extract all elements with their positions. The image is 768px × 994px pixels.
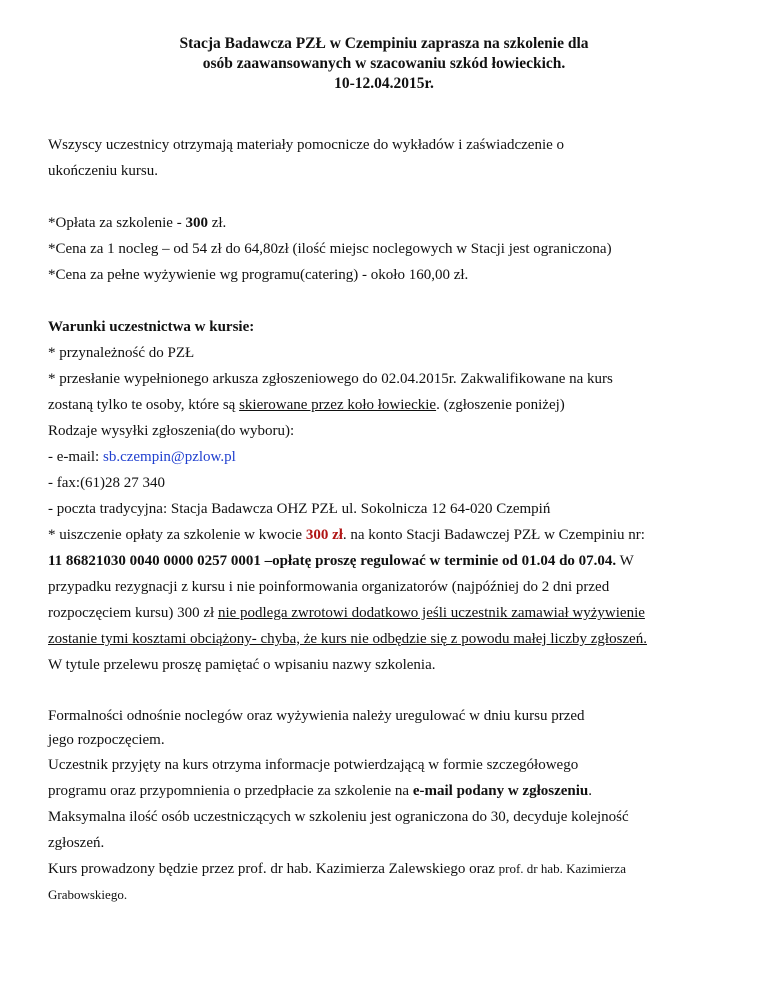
- formalities-line-1: Formalności odnośnie noclegów oraz wyżywienia należy uregulować w dniu kursu przed: [48, 708, 585, 724]
- instructors-line-2: Grabowskiego.: [48, 887, 128, 902]
- intro-line-1: Wszyscy uczestnicy otrzymają materiały pomocnicze do wykładów i zaświadczenie o: [48, 137, 565, 153]
- transfer-note: W tytule przelewu proszę pamiętać o wpisaniu nazwy szkolenia.: [48, 657, 436, 673]
- fee-line: *Opłata za szkolenie - 300 zł.: [48, 215, 227, 231]
- formalities-line-3: Uczestnik przyjęty na kurs otrzyma informacje potwierdzającą w formie szczegółowego: [48, 757, 579, 773]
- lodging-line: *Cena za 1 nocleg – od 54 zł do 64,80zł (ilość miejsc noclegowych w Stacji jest ograniczona): [48, 241, 612, 257]
- formalities-line-6: zgłoszeń.: [48, 835, 105, 851]
- form-line-1: * przesłanie wypełnionego arkusza zgłoszeniowego do 02.04.2015r. Zakwalifikowane na kurs: [48, 371, 613, 387]
- payment-line: * uiszczenie opłaty za szkolenie w kwocie 300 zł. na konto Stacji Badawczej PZŁ w Czempiniu nr:: [48, 527, 645, 543]
- conditions-heading: Warunki uczestnictwa w kursie:: [48, 319, 255, 335]
- fax-line: - fax:(61)28 27 340: [48, 475, 166, 491]
- payment-amount: 300 zł: [305, 527, 343, 543]
- title-line-1: Stacja Badawcza PZŁ w Czempiniu zaprasza na szkolenie dla: [179, 35, 589, 52]
- instructors-line-1: Kurs prowadzony będzie przez prof. dr hab. Kazimierza Zalewskiego oraz prof. dr hab. Kazimierza: [48, 861, 627, 877]
- formalities-line-2: jego rozpoczęciem.: [48, 732, 165, 748]
- title-line-2: osób zaawansowanych w szacowaniu szkód łowieckich.: [202, 55, 566, 72]
- email-link[interactable]: sb.czempin@pzlow.pl: [102, 449, 236, 465]
- account-number: 11 86821030 0040 0000 0257 0001 –opłatę proszę regulować w terminie od 01.04 do 07.04.: [48, 553, 617, 569]
- document-body: [48, 132, 728, 908]
- referral-underlined: skierowane przez koło łowieckie: [239, 397, 437, 413]
- account-line: 11 86821030 0040 0000 0257 0001 –opłatę proszę regulować w terminie od 01.04 do 07.04. W: [48, 553, 634, 569]
- email-line: - e-mail: sb.czempin@pzlow.pl: [48, 449, 236, 465]
- shipping-heading: Rodzaje wysyłki zgłoszenia(do wyboru):: [48, 423, 295, 439]
- membership-line: * przynależność do PZŁ: [48, 345, 195, 361]
- catering-line: *Cena za pełne wyżywienie wg programu(catering) - około 160,00 zł.: [48, 267, 469, 283]
- post-line: - poczta tradycyjna: Stacja Badawcza OHZ PZŁ ul. Sokolnicza 12 64-020 Czempiń: [48, 501, 551, 517]
- resign-line-2: rozpoczęciem kursu) 300 zł nie podlega zwrotowi dodatkowo jeśli uczestnik zamawiał wyżywienie: [48, 605, 645, 621]
- form-line-2: zostaną tylko te osoby, które są skierowane przez koło łowieckie. (zgłoszenie poniżej): [48, 397, 565, 413]
- resign-line-3: zostanie tymi kosztami obciążony- chyba, że kurs nie odbędzie się z powodu małej liczby zgłoszeń.: [48, 631, 647, 647]
- intro-line-2: ukończeniu kursu.: [48, 163, 158, 179]
- document-title: [0, 34, 768, 94]
- formalities-line-4: programu oraz przypomnienia o przedpłacie za szkolenie na e-mail podany w zgłoszeniu.: [48, 783, 593, 799]
- resign-line-1: przypadku rezygnacji z kursu i nie poinformowania organizatorów (najpóźniej do 2 dni przed: [48, 579, 610, 595]
- fee-amount: 300: [185, 215, 208, 231]
- formalities-line-5: Maksymalna ilość osób uczestniczących w szkoleniu jest ograniczona do 30, decyduje kolejność: [48, 809, 629, 825]
- title-line-3-dates: 10-12.04.2015r.: [334, 75, 434, 92]
